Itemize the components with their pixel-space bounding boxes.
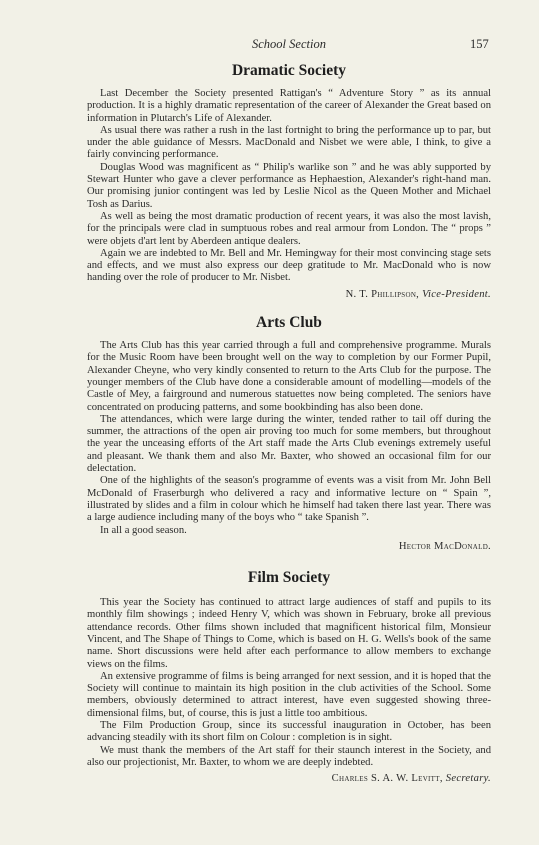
signature [87,773,491,785]
signature-role: Secretary. [445,773,491,785]
article-film-society [87,569,491,785]
signature-name: Hector MacDonald. [398,540,491,552]
paragraph: In all a good season. [100,524,187,536]
section-title: School Section [252,37,326,51]
signature [87,289,491,301]
signature-name: Charles S. A. W. Levitt, [331,773,443,785]
paragraph: The Film Production Group, since its successful inauguration in October, has been advancing steadily with its short film on Colour : completion is in sight. [87,720,491,744]
paragraph: As well as being the most dramatic production of recent years, it was also the most lavish, for the principals were clad in sumptuous robes and real armour from London. The “ props ” were objets d'art lent by Aberdeen antique dealers. [87,210,491,247]
paragraph: One of the highlights of the season's programme of events was a visit from Mr. John Bell McDonald of Fraserburgh who delivered a racy and informative lecture on “ Spain ”, illustrated by slides and a film in colour which he himself had taken there last year. There was a large audience including many of the boys who “ take Spanish ”. [87,475,491,524]
signature [87,541,491,553]
article-arts-club [87,314,491,553]
paragraph: Douglas Wood was magnificent as “ Philip's warlike son ” and he was ably supported by Stewart Hunter who gave a clever performance as Hephaestion, Alexander's right-hand man. Our promising junior contingent was led by Leslie Nicol as the Queen Mother and Michael Tosh as Darius. [87,161,491,210]
running-head [0,37,539,53]
paragraph: As usual there was rather a rush in the last fortnight to bring the performance up to par, but under the able guidance of Messrs. MacDonald and Nisbet we were able, I think, to give a fairly convincing performance. [87,124,491,161]
page-number: 157 [470,37,489,51]
paragraph: This year the Society has continued to attract large audiences of staff and pupils to its monthly film showings ; indeed Henry V, which was shown in February, broke all previous attendance records. Other films shown included that magnificent historical film, Monsieur Vincent, and The Shape of Things to Come, which is based on H. G. Wells's book of the same name. Short discussions were held after each performance to allow members to exchange views on the films. [87,597,491,670]
paragraph: Again we are indebted to Mr. Bell and Mr. Hemingway for their most convincing stage sets and effects, and we must also express our deep gratitude to Mr. MacDonald who is now handing over the role of producer to Mr. Nisbet. [87,247,491,284]
article-title: Dramatic Society [231,62,347,79]
article-title: Film Society [247,569,331,587]
signature-name: N. T. Phillipson, [345,288,420,300]
article-title: Arts Club [256,314,322,332]
paragraph: The attendances, which were large during the winter, tended rather to tail off during the summer, the attractions of the open air proving too much for some members, but throughout the year the unceasing efforts of the Art staff made the Arts Club evenings extremely useful and pleasant. We thank them and also Mr. Baxter, who showed an occasional film for our delectation. [87,413,491,475]
paragraph: The Arts Club has this year carried through a full and comprehensive programme. Murals for the Music Room have been brought well on the way to completion by our Former Pupil, Alexander Cheyne, who very kindly consented to return to the Arts Club for the purpose. The younger members of the Club have done a considerable amount of modelling—models of the Castle of Mey, a fairground and numerous statuettes now being completed. The seniors have concentrated on producing patterns, and some bookbinding has also been done. [87,340,491,413]
paragraph: Last December the Society presented Rattigan's “ Adventure Story ” as its annual production. It is a highly dramatic representation of the career of Alexander the Great based on information in Plutarch's Life of Alexander. [87,88,491,124]
page-body [87,62,491,786]
paragraph: We must thank the members of the Art staff for their staunch interest in the Society, and also our projectionist, Mr. Baxter, to whom we are deeply indebted. [87,744,491,768]
signature-role: Vice-President. [422,288,491,300]
article-dramatic-society [87,62,491,301]
paragraph: An extensive programme of films is being arranged for next session, and it is hoped that the Society will continue to maintain its high position in the club activities of the School. Some members, obviously determined to attract interest, have even suggested showing three-dimensional films, but, of course, this is just a little too ambitious. [87,670,491,719]
